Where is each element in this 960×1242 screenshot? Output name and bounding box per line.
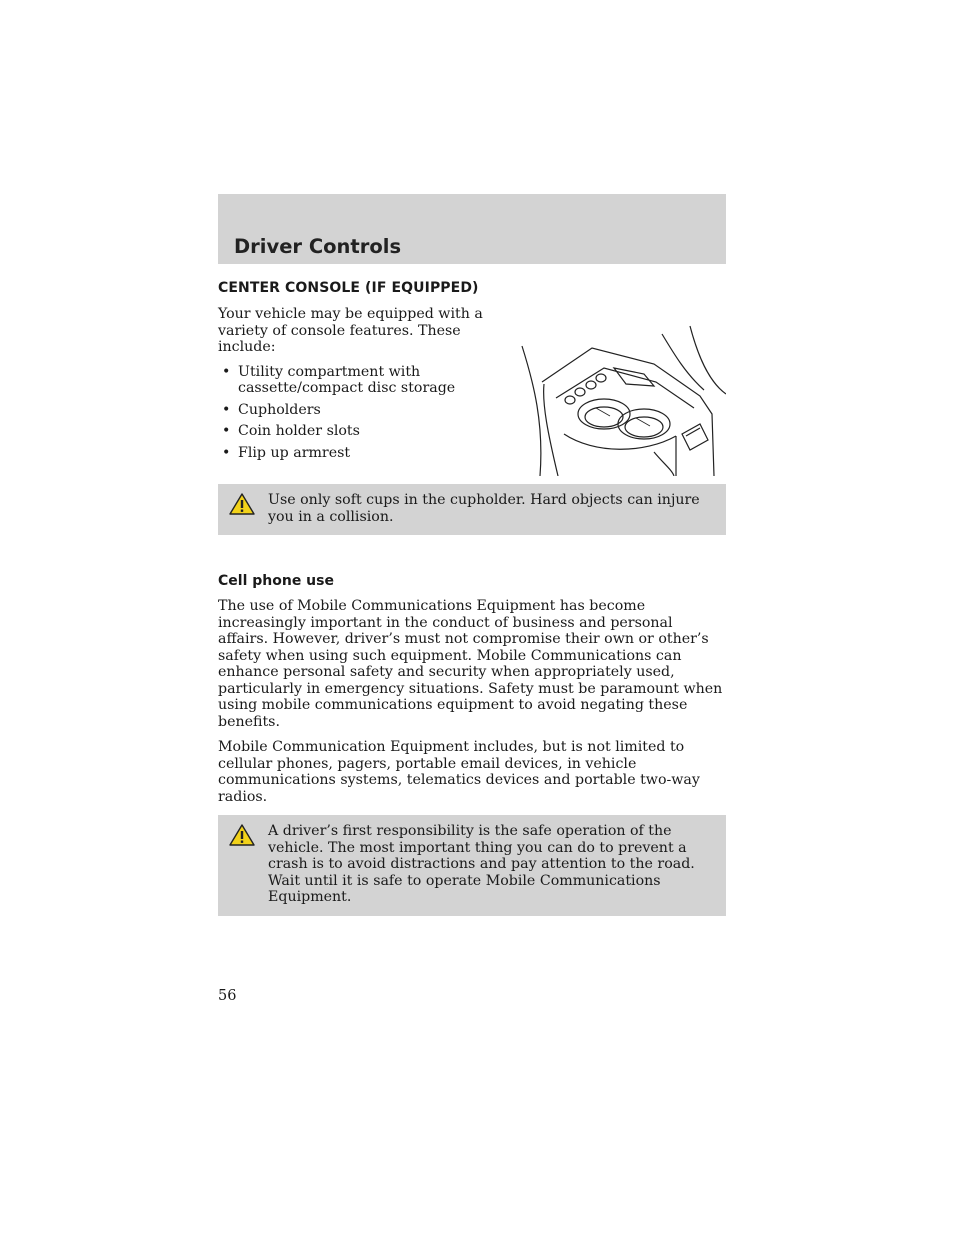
page-content (218, 280, 726, 916)
cell-phone-paragraph: Mobile Communication Equipment includes, but is not limited to cellular phones, pagers, portable email devices, in vehicle communications systems, telematics devices and portable two-way radios. (218, 739, 700, 805)
bullet-icon: • (222, 444, 231, 461)
list-item (218, 423, 486, 440)
console-intro (218, 306, 726, 476)
list-item-text: Utility compartment with cassette/compact disc storage (238, 363, 456, 396)
warning-triangle-icon (228, 492, 256, 516)
bullet-icon: • (222, 401, 231, 418)
console-heading: CENTER CONSOLE (IF EQUIPPED) (218, 280, 479, 296)
list-item (218, 402, 486, 419)
cell-phone-warning-box (218, 815, 726, 916)
list-item (218, 445, 486, 462)
warning-triangle-icon (228, 823, 256, 847)
bullet-icon: • (222, 423, 231, 439)
bullet-icon: • (222, 363, 231, 380)
console-text-column (218, 306, 486, 461)
page-number: 56 (218, 988, 237, 1004)
cell-phone-heading: Cell phone use (218, 573, 334, 589)
console-warning-text: Use only soft cups in the cupholder. Hard objects can injure you in a collision. (268, 492, 700, 525)
console-feature-list (218, 364, 486, 462)
console-warning-box (218, 484, 726, 535)
cell-phone-section (218, 573, 726, 916)
list-item-text: Flip up armrest (238, 444, 351, 461)
cell-phone-paragraph: The use of Mobile Communications Equipment has become increasingly important in the conduct of business and personal affairs. However, driver’s must not compromise their own or other’s safety when using such equipment. Mobile Communications can enhance personal safety and security when appropriately used, particularly in emergency situations. Safety must be paramount when using mobile communications equipment to avoid negating these benefits. (218, 598, 723, 730)
cell-phone-warning-text: A driver’s first responsibility is the safe operation of the vehicle. The most important thing you can do to prevent a crash is to avoid distractions and pay attention to the road. Wait until it is safe to operate Mobile Communications Equipment. (268, 823, 695, 905)
list-item-text: Cupholders (238, 401, 321, 418)
section-header-band (218, 194, 726, 264)
console-intro-text: Your vehicle may be equipped with a variety of console features. These include: (218, 306, 483, 355)
list-item-text: Coin holder slots (238, 423, 360, 439)
center-console-illustration (504, 324, 726, 476)
list-item (218, 364, 486, 397)
section-title: Driver Controls (234, 235, 402, 258)
